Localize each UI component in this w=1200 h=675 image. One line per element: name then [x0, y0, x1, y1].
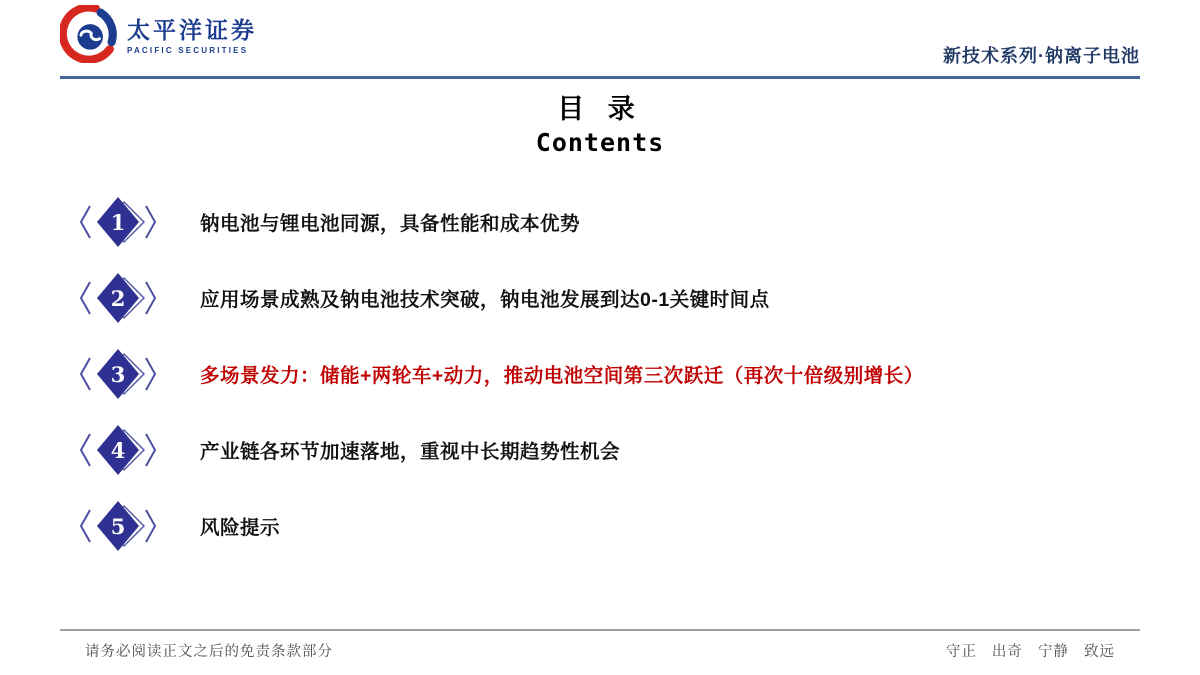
page-title-en: Contents: [535, 128, 665, 158]
chevron-right-icon: [146, 434, 155, 466]
diamond-number-marker: [76, 192, 160, 252]
table-of-contents: [76, 184, 1150, 564]
chevron-right-icon: [146, 282, 155, 314]
logo-company-name-en: PACIFIC SECURITIES: [127, 45, 249, 55]
footer: [60, 629, 1140, 661]
toc-item-label: 应用场景成熟及钠电池技术突破，钠电池发展到达0-1关键时间点: [200, 289, 770, 311]
chevron-left-icon: [81, 206, 90, 238]
item-number: 2: [110, 286, 126, 311]
toc-item-1: [76, 184, 1150, 260]
report-series-title: 新技术系列·钠离子电池: [943, 46, 1140, 66]
toc-item-2: [76, 260, 1150, 336]
chevron-left-icon: [81, 282, 90, 314]
chevron-right-icon: [146, 206, 155, 238]
item-number: 3: [110, 362, 126, 387]
item-number: 1: [110, 210, 126, 235]
header: [60, 0, 1140, 79]
chevron-left-icon: [81, 358, 90, 390]
toc-item-4: [76, 412, 1150, 488]
diamond-number-marker: [76, 344, 160, 404]
chevron-left-icon: [81, 434, 90, 466]
footer-motto: 守正 出奇 宁静 致远: [945, 644, 1115, 660]
footer-disclaimer: 请务必阅读正文之后的免责条款部分: [85, 644, 333, 660]
toc-item-3: [76, 336, 1150, 412]
pacific-securities-logo-icon: [60, 5, 118, 68]
toc-item-label: 产业链各环节加速落地，重视中长期趋势性机会: [200, 441, 621, 463]
chevron-left-icon: [81, 510, 90, 542]
toc-item-5: [76, 488, 1150, 564]
diamond-number-marker: [76, 420, 160, 480]
toc-item-label: 风险提示: [200, 517, 281, 539]
title-block: [0, 92, 1200, 160]
item-number: 5: [110, 514, 126, 539]
item-number: 4: [110, 438, 126, 463]
toc-item-label: 多场景发力：储能+两轮车+动力，推动电池空间第三次跃迁（再次十倍级别增长）: [200, 365, 924, 387]
chevron-right-icon: [146, 510, 155, 542]
company-logo: [60, 5, 257, 76]
logo-text: [127, 18, 257, 54]
logo-company-name-cn: 太平洋证券: [127, 17, 257, 44]
page-title-cn: 目 录: [557, 94, 643, 124]
diamond-number-marker: [76, 496, 160, 556]
chevron-right-icon: [146, 358, 155, 390]
toc-item-label: 钠电池与锂电池同源，具备性能和成本优势: [200, 213, 581, 235]
diamond-number-marker: [76, 268, 160, 328]
